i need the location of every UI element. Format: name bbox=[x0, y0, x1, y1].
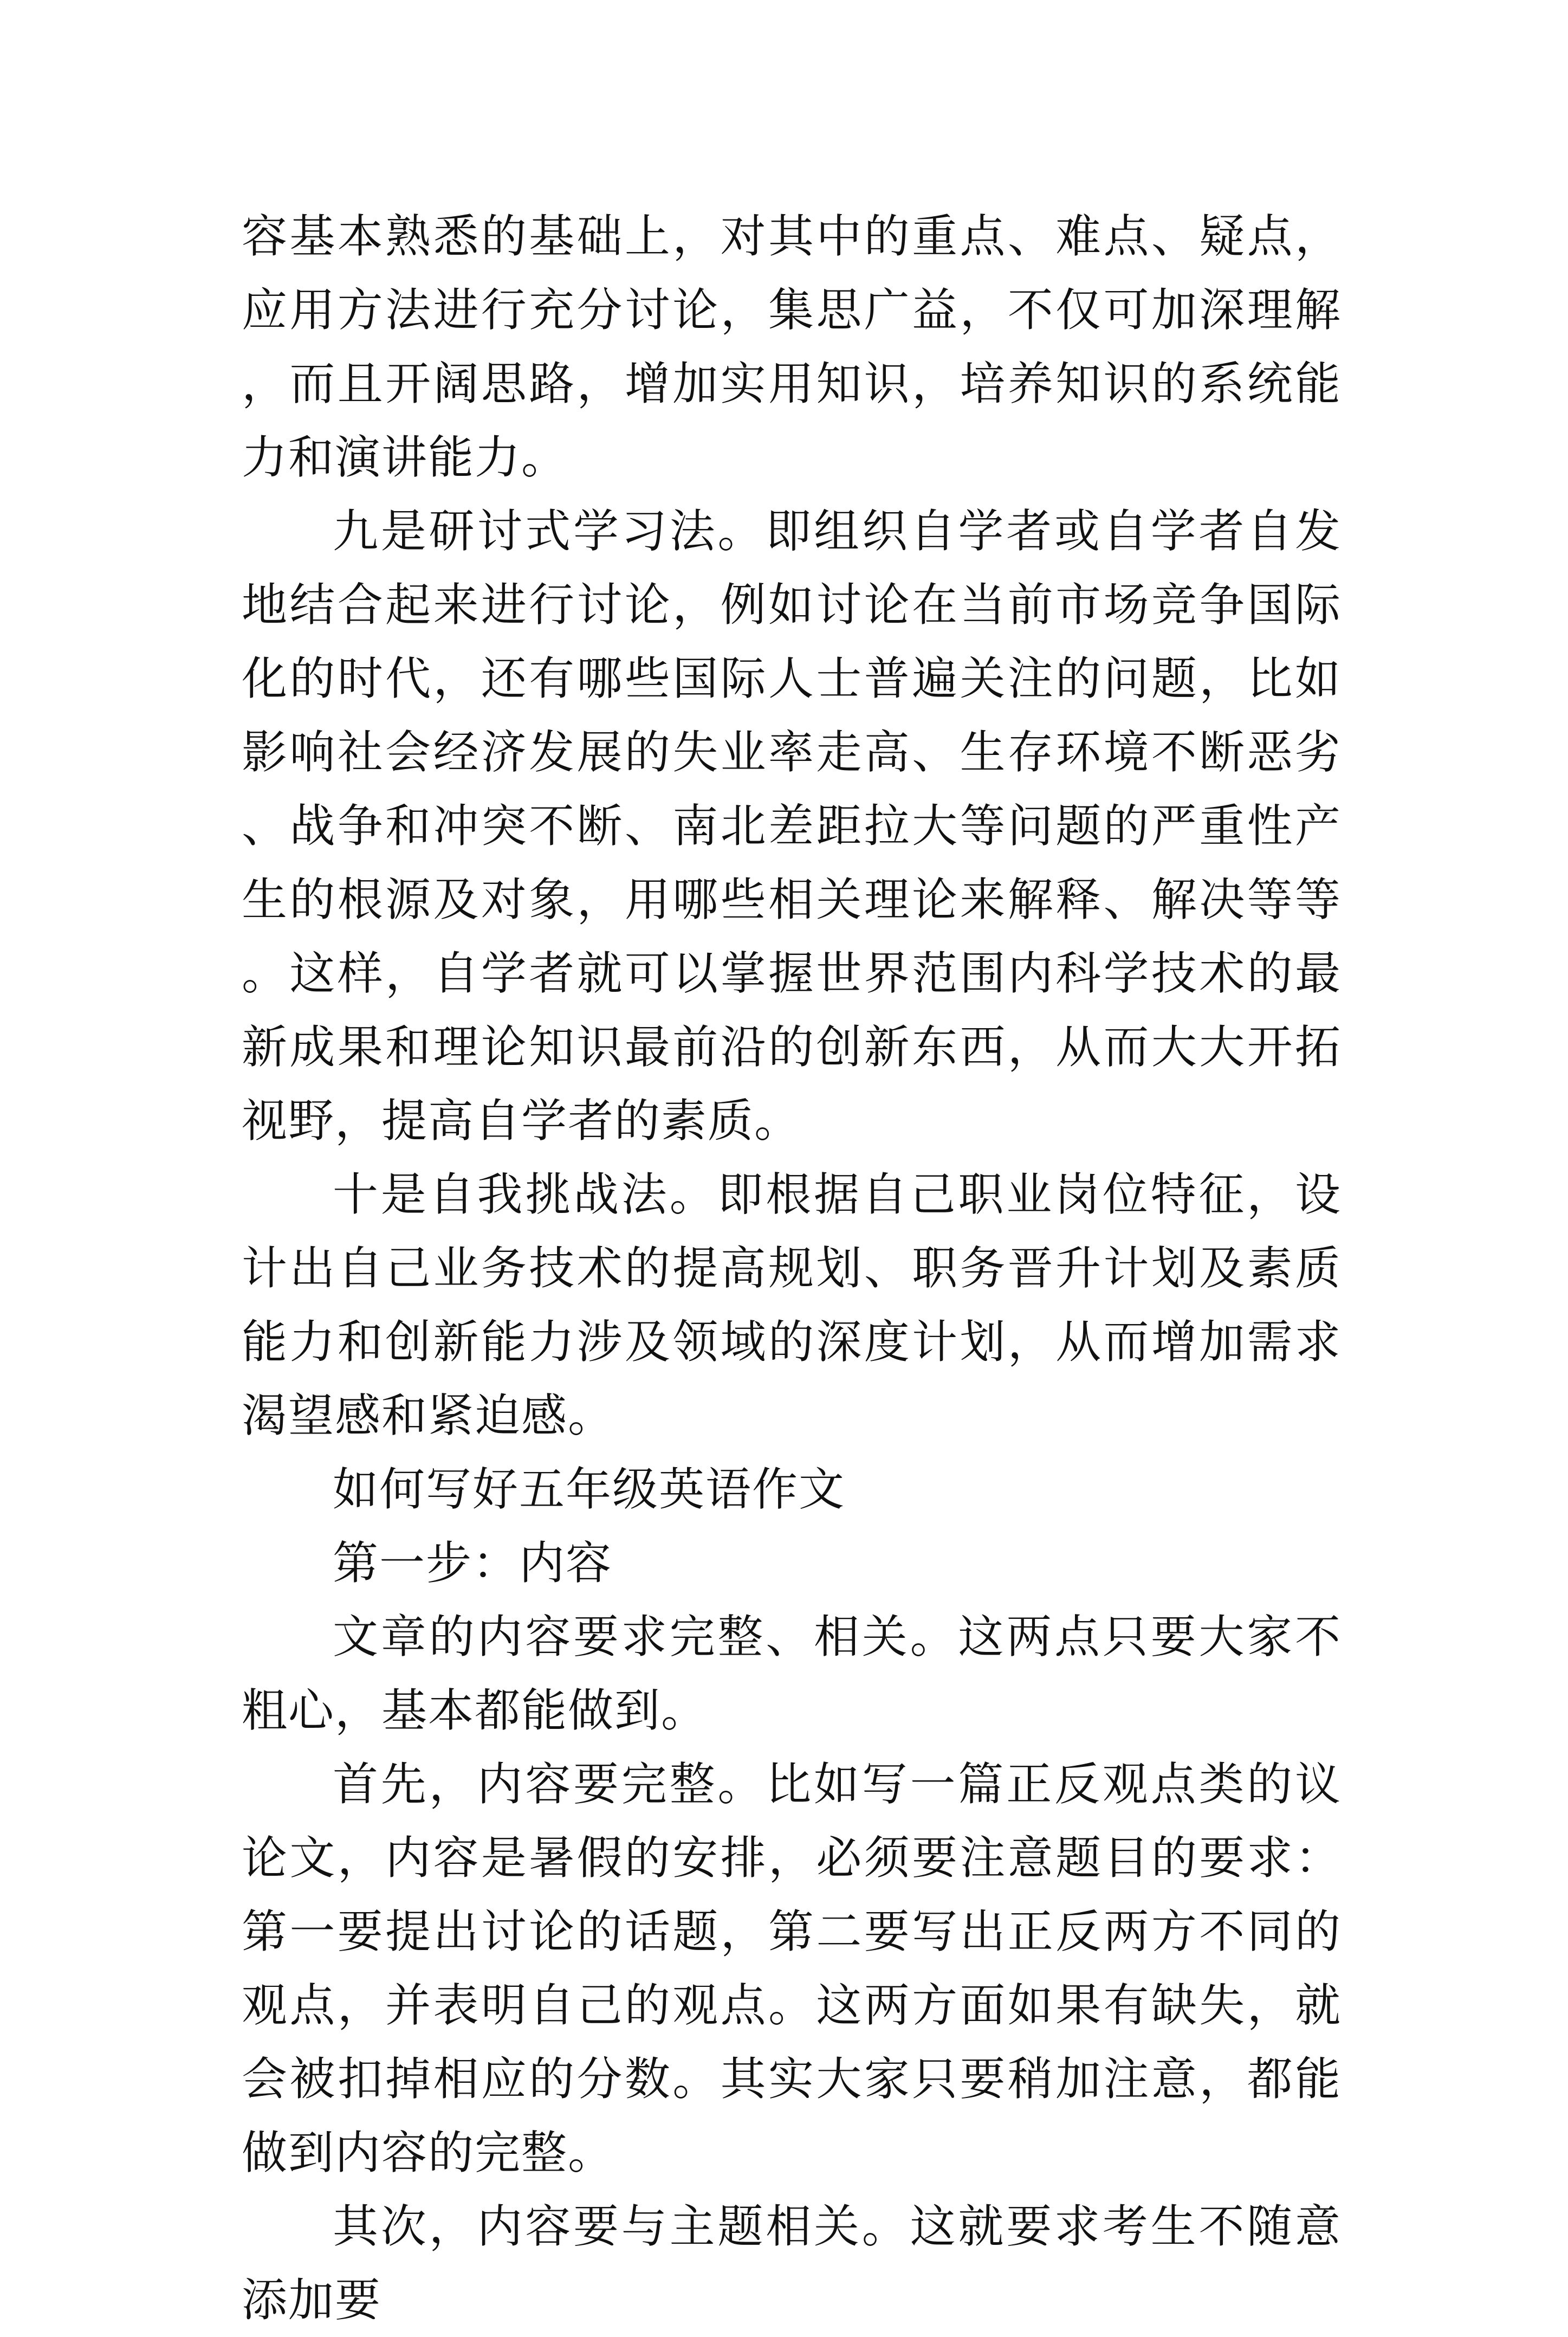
step-heading: 第一步：内容 bbox=[333, 1537, 613, 1590]
paragraph-method-nine: 九是研讨式学习法。即组织自学者或自学者自发地结合起来进行讨论，例如讨论在当前市场竞争国际化的时代，还有哪些国际人士普遍关注的问题，比如影响社会经济发展的失业率走高、生存环境不断恶劣、战争和冲突不断、南北差距拉大等问题的严重性产生的根源及对象，用哪些相关理论来解释、解决等等。这样，自学者就可以掌握世界范围内科学技术的最新成果和理论知识最前沿的创新东西，从而大大开拓视野，提高自学者的素质。 bbox=[242, 505, 1342, 1147]
paragraph-continuation: 容基本熟悉的基础上，对其中的重点、难点、疑点，应用方法进行充分讨论，集思广益，不仅可加深理解，而且开阔思路，增加实用知识，培养知识的系统能力和演讲能力。 bbox=[242, 210, 1342, 484]
paragraph-content-relevant: 其次，内容要与主题相关。这就要求考生不随意添加要 bbox=[242, 2200, 1342, 2327]
paragraph-content-complete: 首先，内容要完整。比如写一篇正反观点类的议论文，内容是暑假的安排，必须要注意题目的要求：第一要提出讨论的话题，第二要写出正反两方不同的观点，并表明自己的观点。这两方面如果有缺失，就会被扣掉相应的分数。其实大家只要稍加注意，都能做到内容的完整。 bbox=[242, 1758, 1342, 2179]
body-text bbox=[242, 199, 1342, 2337]
paragraph-method-ten: 十是自我挑战法。即根据自己职业岗位特征，设计出自己业务技术的提高规划、职务晋升计划及素质能力和创新能力涉及领域的深度计划，从而增加需求渴望感和紧迫感。 bbox=[242, 1168, 1342, 1442]
section-heading: 如何写好五年级英语作文 bbox=[333, 1463, 846, 1516]
paragraph-content-intro: 文章的内容要求完整、相关。这两点只要大家不粗心，基本都能做到。 bbox=[242, 1610, 1342, 1737]
